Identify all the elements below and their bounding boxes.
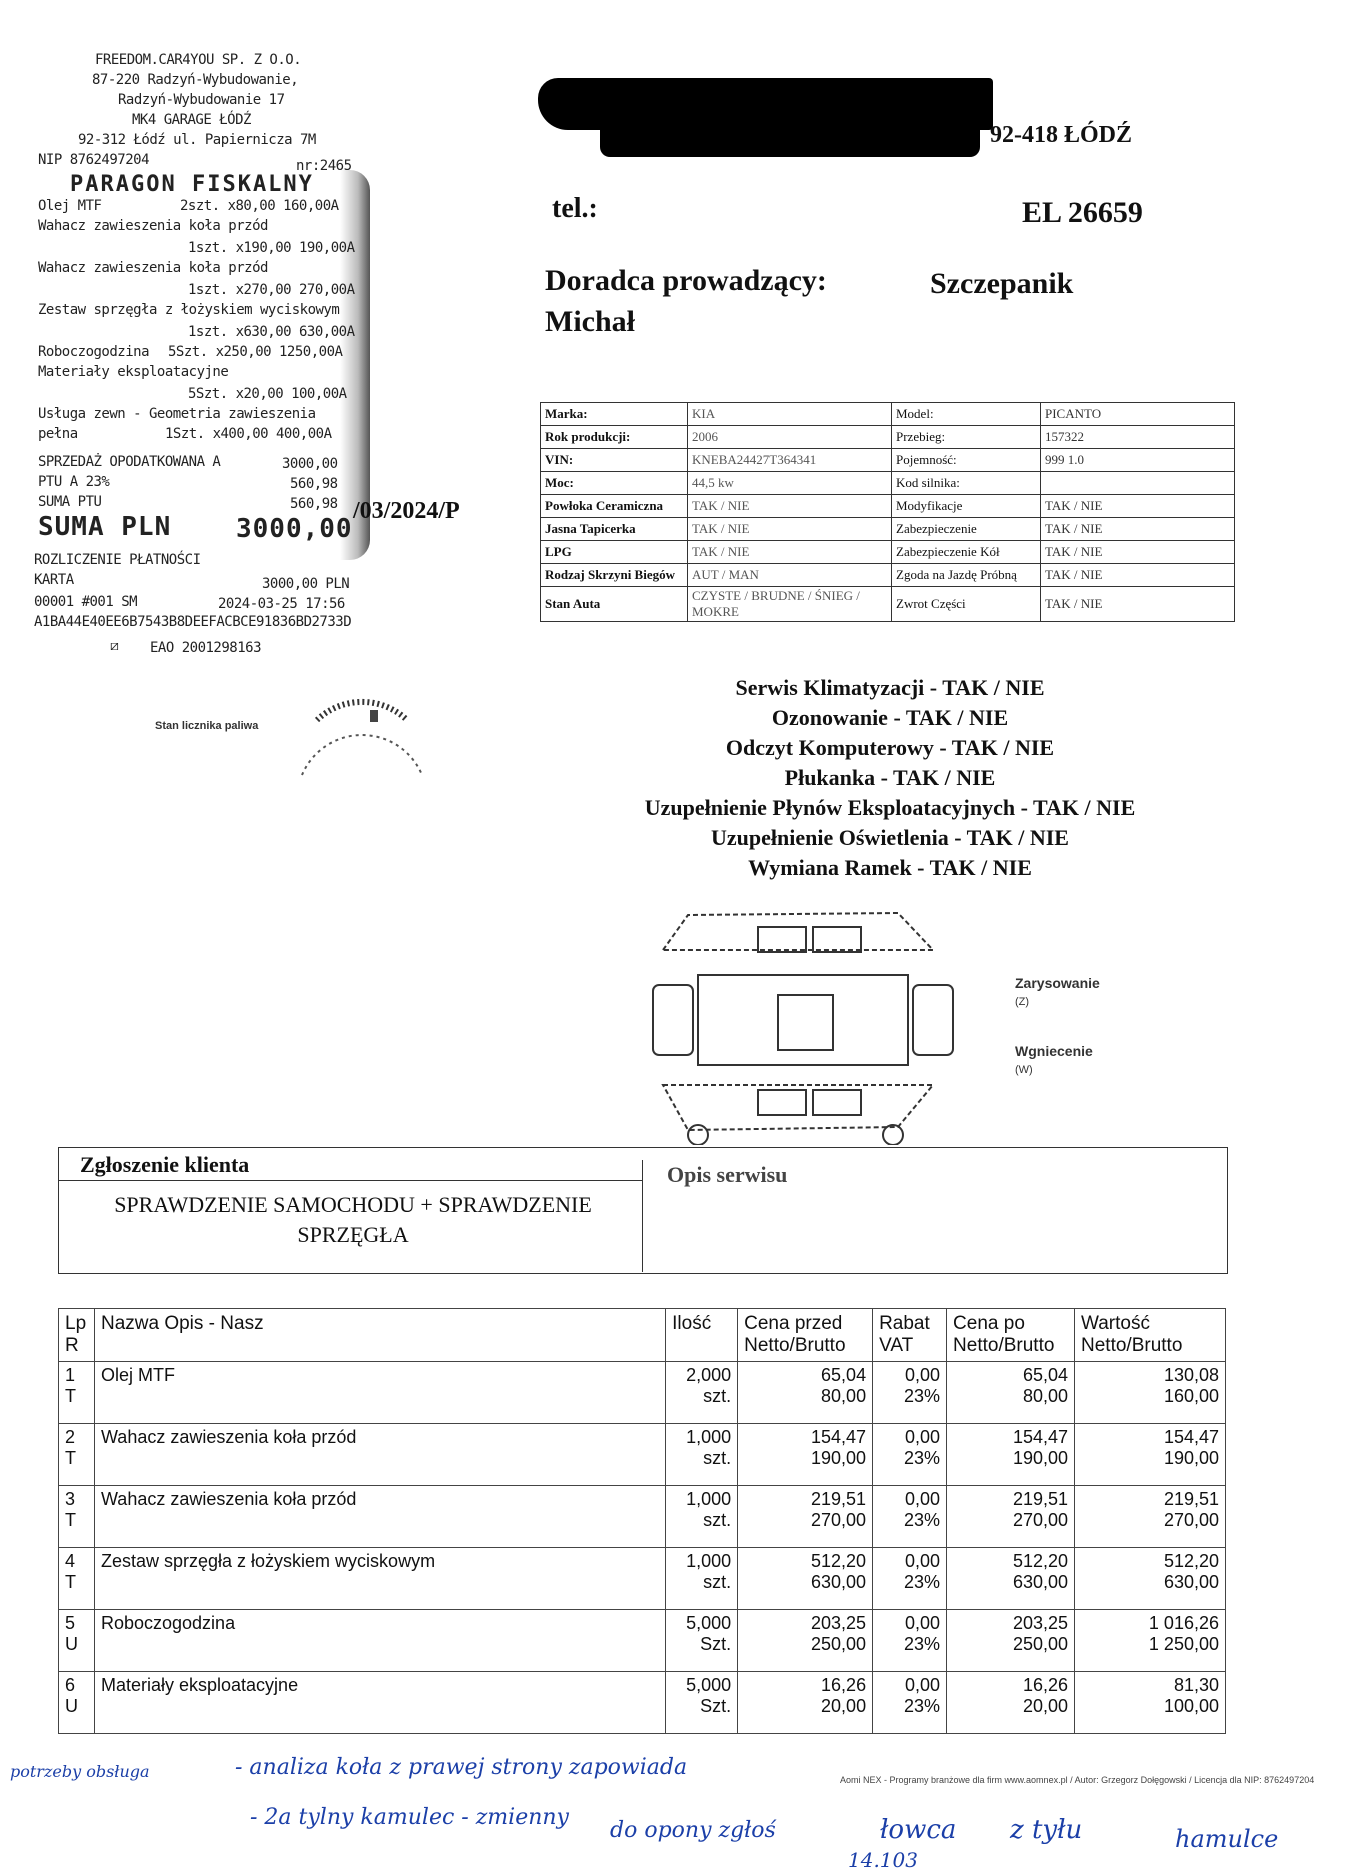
item-pb_gross: 630,00 (811, 1572, 867, 1592)
vehicle-l1-cell: Jasna Tapicerka (541, 518, 688, 541)
receipt-datetime: 2024-03-25 17:56 (218, 596, 345, 612)
item-disc: 0,00 (905, 1365, 941, 1385)
item-v_net: 1 016,26 (1148, 1613, 1219, 1633)
receipt-sum-ptu-value: 560,98 (290, 496, 338, 512)
item-pa_gross: 20,00 (1022, 1696, 1069, 1716)
legend-scratch: Zarysowanie (1015, 975, 1100, 991)
handwritten-note: do opony zgłoś (610, 1818, 776, 1843)
item-pa_net-cell (947, 1548, 1075, 1610)
table-row (59, 1548, 1226, 1610)
item-qty-cell (666, 1548, 738, 1610)
vehicle-data-row (541, 587, 1235, 622)
header-city: 92-418 ŁÓDŹ (990, 122, 1133, 148)
item-pb_net-cell (738, 1486, 873, 1548)
receipt-payment-label: ROZLICZENIE PŁATNOŚCI (34, 552, 201, 568)
item-pb_net-cell (738, 1548, 873, 1610)
item-pa_gross: 190,00 (1012, 1448, 1069, 1468)
footer-credit: Aomi NEX - Programy branżowe dla firm www.aomnex.pl / Autor: Grzegorz Dołęgowski / Licencja dla NIP: 8762497204 (840, 1775, 1315, 1785)
item-vat: 23% (904, 1448, 941, 1468)
item-name-cell (94, 1548, 665, 1610)
receipt-taxable-value: 3000,00 (282, 456, 338, 472)
item-qty: 5,000 (686, 1675, 732, 1695)
item-qty-cell (666, 1424, 738, 1486)
col-price-before: Cena przed Netto/Brutto (738, 1309, 873, 1362)
table-row (59, 1610, 1226, 1672)
table-row (59, 1424, 1226, 1486)
receipt-card-label: KARTA (34, 572, 74, 588)
table-row (59, 1486, 1226, 1548)
item-pa_gross: 250,00 (1012, 1634, 1069, 1654)
item-unit: Szt. (700, 1696, 732, 1716)
item-v_net-cell (1075, 1424, 1226, 1486)
item-name: Zestaw sprzęgła z łożyskiem wyciskowym (100, 1551, 436, 1571)
item-lp-cell (59, 1362, 95, 1424)
handwritten-note: - 2a tylny kamulec - zmienny (250, 1805, 569, 1830)
item-v_net-cell (1075, 1548, 1226, 1610)
col-qty: Ilość (666, 1309, 738, 1362)
fuel-gauge-icon (282, 680, 442, 790)
item-name-cell (94, 1486, 665, 1548)
item-pa_net-cell (947, 1486, 1075, 1548)
vehicle-v1-cell: TAK / NIE (688, 495, 892, 518)
handwritten-note: - analiza koła z prawej strony zapowiada (235, 1755, 688, 1780)
receipt-line-name: Wahacz zawieszenia koła przód (38, 260, 268, 276)
item-name: Wahacz zawieszenia koła przód (100, 1489, 357, 1509)
vehicle-l2-cell: Zabezpieczenie (892, 518, 1041, 541)
item-pb_gross: 250,00 (811, 1634, 867, 1654)
item-type: T (65, 1510, 76, 1530)
item-qty: 1,000 (686, 1551, 732, 1571)
item-qty: 1,000 (686, 1427, 732, 1447)
item-v_net-cell (1075, 1672, 1226, 1734)
advisor-name: Michał (545, 305, 635, 338)
vehicle-v1-cell: CZYSTE / BRUDNE / ŚNIEG / MOKRE (688, 587, 892, 622)
service-option: Odczyt Komputerowy - TAK / NIE (725, 735, 1055, 760)
item-type: T (65, 1572, 76, 1592)
item-pa_net-cell (947, 1362, 1075, 1424)
item-vat: 23% (904, 1696, 941, 1716)
vehicle-v2-cell: PICANTO (1041, 403, 1235, 426)
item-v_net: 154,47 (1163, 1427, 1219, 1447)
item-pa_net: 219,51 (1012, 1489, 1069, 1509)
item-vat: 23% (904, 1572, 941, 1592)
item-name: Olej MTF (100, 1365, 175, 1385)
item-qty: 5,000 (686, 1613, 732, 1633)
item-disc-cell (873, 1424, 947, 1486)
item-pb_net: 219,51 (811, 1489, 867, 1509)
item-pa_gross: 80,00 (1022, 1386, 1069, 1406)
handwritten-note: łowca (880, 1815, 957, 1845)
vehicle-v1-cell: 44,5 kw (688, 472, 892, 495)
item-v_net: 81,30 (1173, 1675, 1219, 1695)
item-qty-cell (666, 1610, 738, 1672)
receipt-line-qty: 5Szt. x250,00 1250,00A (168, 344, 343, 360)
item-disc: 0,00 (905, 1427, 941, 1447)
receipt-fiscal-no: EAO 2001298163 (150, 640, 262, 656)
item-disc: 0,00 (905, 1489, 941, 1509)
service-option: Wymiana Ramek - TAK / NIE (748, 855, 1032, 880)
item-pb_gross: 80,00 (821, 1386, 867, 1406)
receipt-address: 92-312 Łódź ul. Papiernicza 7M (78, 132, 316, 148)
receipt-line-name: Usługa zewn - Geometria zawieszenia (38, 406, 316, 422)
item-vat: 23% (904, 1386, 941, 1406)
item-type: U (65, 1696, 78, 1716)
vehicle-v2-cell: TAK / NIE (1041, 587, 1235, 622)
item-pb_net: 512,20 (811, 1551, 867, 1571)
receipt-line-name: pełna (38, 426, 78, 442)
vehicle-v2-cell: TAK / NIE (1041, 518, 1235, 541)
item-v_net-cell (1075, 1610, 1226, 1672)
item-lp-cell (59, 1486, 95, 1548)
receipt-terminal: 00001 #001 SM (34, 594, 138, 610)
col-name: Nazwa Opis - Nasz (94, 1309, 665, 1362)
item-pa_net: 512,20 (1012, 1551, 1069, 1571)
item-name-cell (94, 1362, 665, 1424)
item-vat: 23% (904, 1634, 941, 1654)
col-lp: Lp R (59, 1309, 95, 1362)
item-disc: 0,00 (905, 1675, 941, 1695)
item-qty: 2,000 (686, 1365, 732, 1385)
receipt-nip: NIP 8762497204 (38, 152, 150, 168)
service-option: Uzupełnienie Oświetlenia - TAK / NIE (711, 825, 1069, 850)
item-name-cell (94, 1610, 665, 1672)
vehicle-l2-cell: Modyfikacje (892, 495, 1041, 518)
receipt-line-name: Roboczogodzina (38, 344, 150, 360)
item-name: Roboczogodzina (100, 1613, 236, 1633)
item-pa_net: 203,25 (1012, 1613, 1069, 1633)
vehicle-data-row (541, 426, 1235, 449)
vehicle-v1-cell: KNEBA24427T364341 (688, 449, 892, 472)
handwritten-note: potrzeby obsługa (10, 1762, 150, 1781)
vehicle-v1-cell: TAK / NIE (688, 518, 892, 541)
vehicle-v1-cell: KIA (688, 403, 892, 426)
receipt-line-qty: 2szt. x80,00 160,00A (180, 198, 339, 214)
vehicle-data-row (541, 564, 1235, 587)
item-pa_gross: 630,00 (1012, 1572, 1069, 1592)
receipt-line-name: Olej MTF (38, 198, 102, 214)
item-pb_net-cell (738, 1424, 873, 1486)
vehicle-v2-cell: TAK / NIE (1041, 541, 1235, 564)
order-date-fragment: /03/2024/P (353, 498, 460, 524)
handwritten-note: hamulce (1175, 1825, 1279, 1853)
item-disc-cell (873, 1486, 947, 1548)
item-unit: szt. (703, 1386, 732, 1406)
advisor-label: Doradca prowadzący: (545, 264, 827, 297)
receipt-line-name: Zestaw sprzęgła z łożyskiem wyciskowym (38, 302, 340, 318)
divider (642, 1160, 643, 1272)
vehicle-l2-cell: Zwrot Części (892, 587, 1041, 622)
item-lp-cell (59, 1548, 95, 1610)
item-name: Wahacz zawieszenia koła przód (100, 1427, 357, 1447)
item-lp: 1 (65, 1365, 76, 1385)
item-pa_net-cell (947, 1610, 1075, 1672)
item-v_net: 219,51 (1163, 1489, 1219, 1509)
vehicle-data-row (541, 449, 1235, 472)
item-lp: 5 (65, 1613, 76, 1633)
item-pb_net-cell (738, 1672, 873, 1734)
item-type: T (65, 1386, 76, 1406)
item-disc-cell (873, 1362, 947, 1424)
vehicle-l1-cell: Rodzaj Skrzyni Biegów (541, 564, 688, 587)
receipt-hash: A1BA44E40EE6B7543B8DEEFACBCE91836BD2733D (34, 614, 352, 630)
item-unit: szt. (703, 1448, 732, 1468)
item-qty-cell (666, 1672, 738, 1734)
receipt-shop: MK4 GARAGE ŁÓDŹ (132, 112, 251, 128)
item-disc-cell (873, 1672, 947, 1734)
item-pb_net: 16,26 (821, 1675, 867, 1695)
item-disc-cell (873, 1610, 947, 1672)
order-number: EL 26659 (1022, 196, 1143, 229)
vehicle-v2-cell: TAK / NIE (1041, 564, 1235, 587)
item-type: U (65, 1634, 78, 1654)
receipt-taxable-label: SPRZEDAŻ OPODATKOWANA A (38, 454, 221, 470)
vehicle-v1-cell: AUT / MAN (688, 564, 892, 587)
receipt-nr: nr:2465 (296, 158, 352, 174)
item-pa_net: 65,04 (1022, 1365, 1069, 1385)
service-description-label: Opis serwisu (667, 1162, 788, 1187)
vehicle-l1-cell: Stan Auta (541, 587, 688, 622)
item-name-cell (94, 1672, 665, 1734)
vehicle-l2-cell: Kod silnika: (892, 472, 1041, 495)
item-pb_gross: 190,00 (811, 1448, 867, 1468)
car-damage-diagram-icon (648, 905, 958, 1145)
item-type: T (65, 1448, 76, 1468)
item-qty: 1,000 (686, 1489, 732, 1509)
item-disc-cell (873, 1548, 947, 1610)
vehicle-l2-cell: Zabezpieczenie Kół (892, 541, 1041, 564)
advisor-name: Szczepanik (930, 267, 1074, 300)
receipt-address: Radzyń-Wybudowanie 17 (118, 92, 285, 108)
item-unit: szt. (703, 1510, 732, 1530)
item-v_gross: 1 250,00 (1148, 1634, 1219, 1654)
item-lp: 2 (65, 1427, 76, 1447)
service-option: Uzupełnienie Płynów Eksploatacyjnych - TAK / NIE (644, 795, 1136, 820)
receipt-line-name: Materiały eksploatacyjne (38, 364, 229, 380)
item-v_gross: 270,00 (1163, 1510, 1219, 1530)
legend-scratch-code: (Z) (1015, 996, 1030, 1008)
receipt-line-qty: 1Szt. x400,00 400,00A (165, 426, 332, 442)
vehicle-data-row (541, 403, 1235, 426)
service-option: Płukanka - TAK / NIE (784, 765, 996, 790)
item-pa_gross: 270,00 (1012, 1510, 1069, 1530)
item-lp-cell (59, 1424, 95, 1486)
item-pa_net: 154,47 (1012, 1427, 1069, 1447)
item-lp-cell (59, 1610, 95, 1672)
receipt-line-qty: 1szt. x630,00 630,00A (188, 324, 355, 340)
handwritten-number: 14.103 (848, 1848, 918, 1872)
vehicle-data-row (541, 472, 1235, 495)
vehicle-l1-cell: LPG (541, 541, 688, 564)
receipt-ptu-label: PTU A 23% (38, 474, 110, 490)
vehicle-l2-cell: Przebieg: (892, 426, 1041, 449)
item-v_net: 512,20 (1163, 1551, 1219, 1571)
item-pa_net-cell (947, 1424, 1075, 1486)
vehicle-v2-cell (1041, 472, 1235, 495)
item-unit: szt. (703, 1572, 732, 1592)
vehicle-l2-cell: Model: (892, 403, 1041, 426)
item-v_gross: 190,00 (1163, 1448, 1219, 1468)
vehicle-l1-cell: Moc: (541, 472, 688, 495)
item-v_gross: 100,00 (1163, 1696, 1219, 1716)
legend-dent-code: (W) (1015, 1064, 1033, 1076)
table-row (59, 1362, 1226, 1424)
vehicle-v1-cell: 2006 (688, 426, 892, 449)
complaint-text: SPRAWDZENIE SAMOCHODU + SPRAWDZENIE SPRZĘGŁA (114, 1192, 592, 1247)
item-vat: 23% (904, 1510, 941, 1530)
receipt-line-qty: 5Szt. x20,00 100,00A (188, 386, 347, 402)
vehicle-l1-cell: VIN: (541, 449, 688, 472)
item-pb_net: 203,25 (811, 1613, 867, 1633)
redaction-bar (600, 115, 980, 157)
receipt-line-qty: 1szt. x190,00 190,00A (188, 240, 355, 256)
receipt-ptu-value: 560,98 (290, 476, 338, 492)
item-v_net-cell (1075, 1362, 1226, 1424)
vehicle-v2-cell: TAK / NIE (1041, 495, 1235, 518)
vehicle-data-table (540, 402, 1235, 622)
col-discount: Rabat VAT (873, 1309, 947, 1362)
vehicle-l1-cell: Marka: (541, 403, 688, 426)
vehicle-l1-cell: Powłoka Ceramiczna (541, 495, 688, 518)
item-pb_net-cell (738, 1610, 873, 1672)
receipt-fiscal-logo: ⧄ (110, 638, 119, 654)
tel-label: tel.: (552, 193, 598, 224)
item-name: Materiały eksploatacyjne (100, 1675, 299, 1695)
item-pb_gross: 270,00 (811, 1510, 867, 1530)
item-v_net-cell (1075, 1486, 1226, 1548)
item-v_net: 130,08 (1163, 1365, 1219, 1385)
item-v_gross: 630,00 (1163, 1572, 1219, 1592)
service-option: Serwis Klimatyzacji - TAK / NIE (735, 675, 1045, 700)
receipt-company: FREEDOM.CAR4YOU SP. Z O.O. (95, 52, 302, 68)
fiscal-receipt (0, 0, 365, 680)
vehicle-data-row (541, 495, 1235, 518)
item-lp-cell (59, 1672, 95, 1734)
vehicle-l2-cell: Zgoda na Jazdę Próbną (892, 564, 1041, 587)
receipt-line-name: Wahacz zawieszenia koła przód (38, 218, 268, 234)
item-pb_net: 154,47 (811, 1427, 867, 1447)
item-name-cell (94, 1424, 665, 1486)
item-disc: 0,00 (905, 1551, 941, 1571)
vehicle-l1-cell: Rok produkcji: (541, 426, 688, 449)
service-option: Ozonowanie - TAK / NIE (771, 705, 1009, 730)
receipt-sum-value: 3000,00 (236, 514, 353, 544)
vehicle-data-row (541, 541, 1235, 564)
complaint-label: Zgłoszenie klienta (80, 1152, 250, 1177)
fuel-label: Stan licznika paliwa (155, 720, 259, 732)
item-unit: Szt. (700, 1634, 732, 1654)
item-pa_net-cell (947, 1672, 1075, 1734)
handwritten-note: z tyłu (1010, 1815, 1083, 1845)
item-lp: 4 (65, 1551, 76, 1571)
items-table (58, 1308, 1226, 1734)
item-lp: 3 (65, 1489, 76, 1509)
item-lp: 6 (65, 1675, 76, 1695)
legend-dent: Wgniecenie (1015, 1043, 1093, 1059)
item-disc: 0,00 (905, 1613, 941, 1633)
receipt-address: 87-220 Radzyń-Wybudowanie, (92, 72, 299, 88)
table-row (59, 1672, 1226, 1734)
item-pb_gross: 20,00 (821, 1696, 867, 1716)
item-pa_net: 16,26 (1022, 1675, 1069, 1695)
item-v_gross: 160,00 (1163, 1386, 1219, 1406)
item-pb_net: 65,04 (821, 1365, 867, 1385)
receipt-card-value: 3000,00 PLN (262, 576, 350, 592)
col-price-after: Cena po Netto/Brutto (947, 1309, 1075, 1362)
item-qty-cell (666, 1486, 738, 1548)
divider (58, 1180, 642, 1181)
receipt-sum-ptu-label: SUMA PTU (38, 494, 102, 510)
receipt-sum-label: SUMA PLN (38, 512, 172, 542)
vehicle-l2-cell: Pojemność: (892, 449, 1041, 472)
vehicle-v1-cell: TAK / NIE (688, 541, 892, 564)
vehicle-v2-cell: 999 1.0 (1041, 449, 1235, 472)
item-pb_net-cell (738, 1362, 873, 1424)
col-value: Wartość Netto/Brutto (1075, 1309, 1226, 1362)
vehicle-data-row (541, 518, 1235, 541)
receipt-title: PARAGON FISKALNY (70, 172, 314, 197)
item-qty-cell (666, 1362, 738, 1424)
vehicle-v2-cell: 157322 (1041, 426, 1235, 449)
receipt-line-qty: 1szt. x270,00 270,00A (188, 282, 355, 298)
